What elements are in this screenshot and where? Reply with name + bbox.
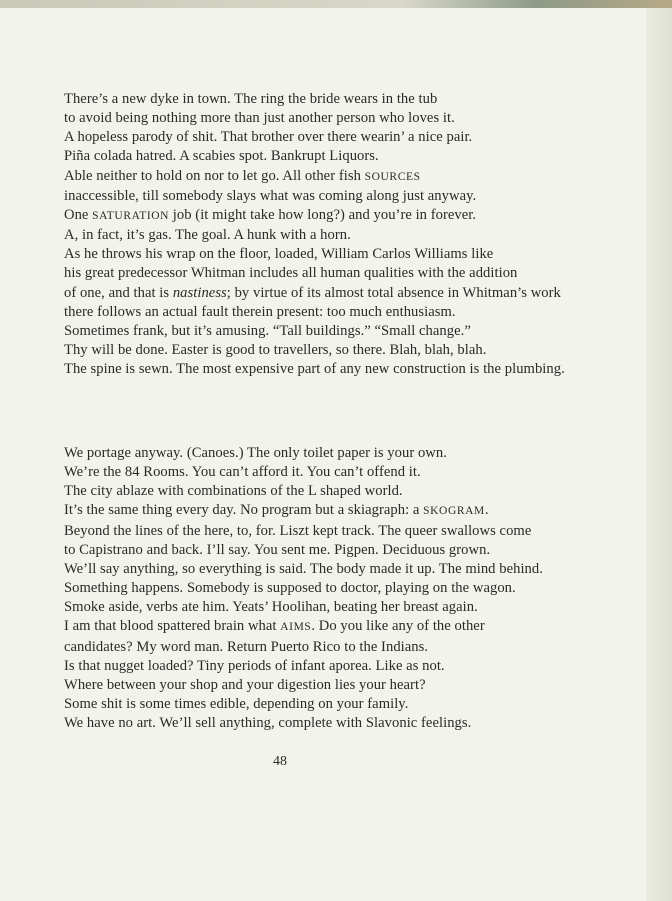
poem-line: Sometimes frank, but it’s amusing. “Tall buildings.” “Small change.”: [64, 322, 471, 339]
scan-right-edge: [646, 8, 672, 901]
poem-line: There’s a new dyke in town. The ring the bride wears in the tub: [64, 91, 438, 107]
poem-line: I am that blood spattered brain what AIMS. Do you like any of the other: [64, 618, 485, 635]
poem-line: We’ll say anything, so everything is said. The body made it up. The mind behind.: [64, 560, 543, 577]
poem-line: We have no art. We’ll sell anything, complete with Slavonic feelings.: [64, 715, 472, 732]
poem-line: Beyond the lines of the here, to, for. Liszt kept track. The queer swallows come: [64, 522, 532, 539]
poem-line: One SATURATION job (it might take how long?) and you’re in forever.: [64, 206, 477, 223]
poem-line: Some shit is some times edible, depending on your family.: [64, 696, 409, 713]
poem-line: It’s the same thing every day. No program but a skiagraph: a SKOGRAM.: [64, 502, 489, 519]
poem-line: As he throws his wrap on the floor, loaded, William Carlos Williams like: [64, 246, 494, 263]
poem-line: to Capistrano and back. I’ll say. You sent me. Pigpen. Deciduous grown.: [64, 541, 491, 558]
poem-line: Thy will be done. Easter is good to travellers, so there. Blah, blah, blah.: [64, 342, 487, 359]
poem-line: A hopeless parody of shit. That brother over there wearin’ a nice pair.: [64, 129, 473, 146]
book-page: [0, 8, 646, 901]
poem-line: his great predecessor Whitman includes all human qualities with the addition: [64, 265, 518, 282]
poem-line: We’re the 84 Rooms. You can’t afford it. You can’t offend it.: [64, 464, 421, 481]
poem-line: inaccessible, till somebody slays what was coming along just anyway.: [64, 187, 477, 204]
poem-line: Smoke aside, verbs ate him. Yeats’ Hoolihan, beating her breast again.: [64, 599, 478, 616]
poem-line: The spine is sewn. The most expensive part of any new construction is the plumbing.: [64, 361, 565, 378]
poem-line: Is that nugget loaded? Tiny periods of infant aporea. Like as not.: [64, 657, 445, 674]
poem-stanza-1: [64, 90, 565, 379]
poem-line: Where between your shop and your digestion lies your heart?: [64, 676, 426, 693]
poem-line: We portage anyway. (Canoes.) The only toilet paper is your own.: [64, 445, 447, 461]
poem-line: Piña colada hatred. A scabies spot. Bankrupt Liquors.: [64, 148, 379, 165]
poem-line: The city ablaze with combinations of the L shaped world.: [64, 483, 403, 500]
poem-line: there follows an actual fault therein present: too much enthusiasm.: [64, 303, 456, 320]
poem-stanza-2: [64, 444, 543, 733]
page-number: 48: [273, 754, 287, 769]
poem-line: to avoid being nothing more than just another person who loves it.: [64, 110, 455, 127]
poem-line: Something happens. Somebody is supposed to doctor, playing on the wagon.: [64, 580, 516, 597]
poem-line: Able neither to hold on nor to let go. All other fish SOURCES: [64, 167, 421, 184]
scan-top-edge: [0, 0, 672, 8]
poem-line: candidates? My word man. Return Puerto Rico to the Indians.: [64, 638, 429, 655]
poem-line: of one, and that is nastiness; by virtue of its almost total absence in Whitman’s work: [64, 284, 561, 301]
poem-line: A, in fact, it’s gas. The goal. A hunk with a horn.: [64, 227, 351, 244]
